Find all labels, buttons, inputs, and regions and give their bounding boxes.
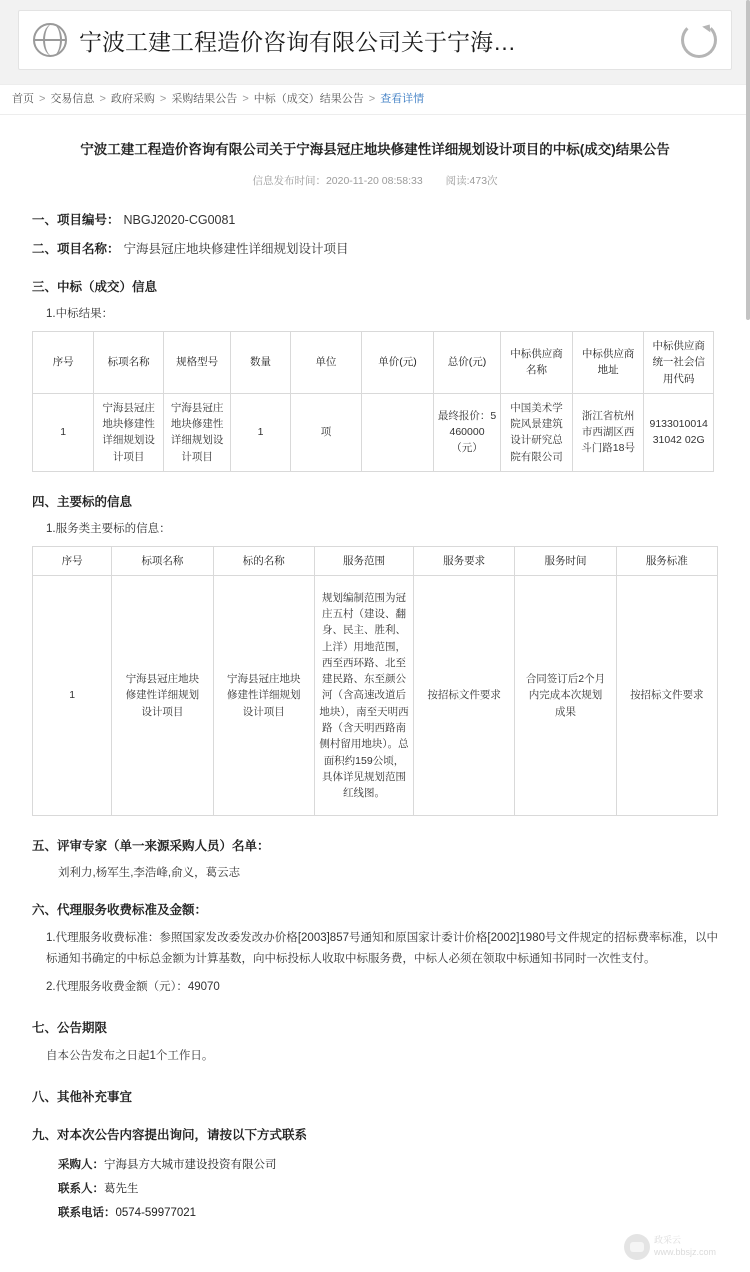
watermark-text bbox=[654, 1235, 716, 1258]
col-index: 序号 bbox=[33, 546, 112, 575]
contact-phone-row bbox=[58, 1201, 718, 1225]
table-row bbox=[33, 393, 714, 471]
document-title: 宁波工建工程造价咨询有限公司关于宁海县冠庄地块修建性详细规划设计项目的中标(成交)结果公告 bbox=[80, 142, 670, 158]
document-meta bbox=[32, 173, 718, 188]
col-unit: 单位 bbox=[290, 331, 362, 393]
col-total-price: 总价(元) bbox=[433, 331, 500, 393]
breadcrumb-item-gov-procurement[interactable]: 政府采购 bbox=[110, 93, 155, 105]
experts-names: 刘利力,杨军生,李浩峰,俞义，葛云志 bbox=[58, 867, 241, 880]
breadcrumb-current-detail[interactable]: 查看详情 bbox=[380, 93, 425, 105]
contact-purchaser-label: 采购人： bbox=[58, 1159, 104, 1172]
contact-phone-label: 联系电话： bbox=[58, 1207, 116, 1220]
table-header-row bbox=[33, 331, 714, 393]
cell-service-time: 合同签订后2个月内完成本次规划成果 bbox=[515, 576, 616, 816]
cell-index: 1 bbox=[33, 576, 112, 816]
breadcrumb-item-home[interactable]: 首页 bbox=[12, 93, 34, 105]
view-count: 阅读:473次 bbox=[445, 174, 498, 187]
cell-index: 1 bbox=[33, 393, 94, 471]
col-item-name: 标项名称 bbox=[94, 331, 164, 393]
project-number-value: NBGJ2020-CG0081 bbox=[123, 212, 236, 227]
breadcrumb bbox=[0, 84, 750, 115]
col-index: 序号 bbox=[33, 331, 94, 393]
section-agency-fee-heading: 六、代理服务收费标准及金额： bbox=[32, 903, 208, 918]
cell-total-price: 最终报价：5460000（元） bbox=[433, 393, 500, 471]
breadcrumb-separator: > bbox=[99, 93, 106, 105]
col-item-name: 标项名称 bbox=[112, 546, 213, 575]
col-service-requirement: 服务要求 bbox=[414, 546, 515, 575]
section-bid-info-heading: 三、中标（成交）信息 bbox=[32, 279, 158, 294]
cell-unit: 项 bbox=[290, 393, 362, 471]
col-subject-name: 标的名称 bbox=[213, 546, 314, 575]
cell-supplier-credit-code: 913301001431042 02G bbox=[644, 393, 714, 471]
globe-icon bbox=[33, 23, 67, 57]
cell-subject-name: 宁海县冠庄地块修建性详细规划设计项目 bbox=[213, 576, 314, 816]
project-name-value: 宁海县冠庄地块修建性详细规划设计项目 bbox=[123, 241, 349, 256]
section-experts-heading: 五、评审专家（单一来源采购人员）名单： bbox=[32, 839, 270, 854]
cell-service-standard: 按招标文件要求 bbox=[616, 576, 717, 816]
table-row bbox=[33, 576, 718, 816]
contact-purchaser-row bbox=[58, 1153, 718, 1177]
breadcrumb-separator: > bbox=[39, 93, 46, 105]
col-service-standard: 服务标准 bbox=[616, 546, 717, 575]
col-service-scope: 服务范围 bbox=[314, 546, 413, 575]
agency-fee-standard: 1.代理服务收费标准：参照国家发改委发改办价格[2003]857号通知和原国家计委计价格[2002]1980号文件规定的招标费率标准，以中标通知书确定的中标总金额为计算基数，向中标投标人收取中标服务费，中标人必须在领取中标通知书同时一次性支付。 bbox=[46, 932, 718, 966]
section-other-matters-heading: 八、其他补充事宜 bbox=[32, 1090, 133, 1105]
contact-person-value: 葛先生 bbox=[104, 1183, 139, 1196]
col-supplier-credit-code: 中标供应商统一社会信用代码 bbox=[644, 331, 714, 393]
vertical-scrollbar[interactable] bbox=[746, 0, 750, 320]
cell-item-name: 宁海县冠庄地块修建性详细规划设计项目 bbox=[94, 393, 164, 471]
col-supplier-address: 中标供应商地址 bbox=[572, 331, 644, 393]
project-number-row bbox=[32, 210, 718, 228]
cell-service-requirement: 按招标文件要求 bbox=[414, 576, 515, 816]
contact-phone-value: 0574-59977021 bbox=[115, 1207, 197, 1220]
subject-info-table bbox=[32, 546, 718, 816]
table-header-row bbox=[33, 546, 718, 575]
col-unit-price: 单价(元) bbox=[362, 331, 434, 393]
browser-toolbar bbox=[0, 0, 750, 84]
contact-block bbox=[58, 1153, 718, 1225]
watermark-line1: 政采云 bbox=[654, 1235, 682, 1246]
section-notice-period-heading: 七、公告期限 bbox=[32, 1020, 108, 1035]
project-number-label: 一、项目编号： bbox=[32, 212, 120, 227]
bid-result-table bbox=[32, 331, 714, 472]
site-watermark bbox=[624, 1232, 728, 1262]
breadcrumb-separator: > bbox=[159, 93, 167, 105]
agency-fee-amount: 2.代理服务收费金额（元）：49070 bbox=[46, 980, 220, 993]
project-name-row bbox=[32, 239, 718, 257]
cell-unit-price bbox=[362, 393, 434, 471]
section-subject-subheading: 1.服务类主要标的信息： bbox=[46, 522, 171, 535]
notice-period-text: 自本公告发布之日起1个工作日。 bbox=[46, 1049, 214, 1062]
cell-quantity: 1 bbox=[231, 393, 290, 471]
contact-person-row bbox=[58, 1177, 718, 1201]
col-service-time: 服务时间 bbox=[515, 546, 616, 575]
cell-supplier-name: 中国美术学院风景建筑设计研究总院有限公司 bbox=[501, 393, 573, 471]
breadcrumb-separator: > bbox=[368, 93, 376, 105]
watermark-line2: www.bbsjz.com bbox=[654, 1246, 717, 1257]
col-spec: 规格型号 bbox=[163, 331, 230, 393]
reload-icon[interactable] bbox=[681, 22, 717, 58]
section-contact-heading: 九、对本次公告内容提出询问，请按以下方式联系 bbox=[32, 1128, 308, 1143]
watermark-logo-icon bbox=[624, 1234, 650, 1260]
address-bar[interactable] bbox=[18, 10, 732, 70]
breadcrumb-item-trade-info[interactable]: 交易信息 bbox=[50, 93, 95, 105]
cell-spec: 宁海县冠庄地块修建性详细规划设计项目 bbox=[163, 393, 230, 471]
project-name-label: 二、项目名称： bbox=[32, 241, 120, 256]
breadcrumb-item-bid-result[interactable]: 中标（成交）结果公告 bbox=[253, 93, 364, 105]
breadcrumb-item-result-notice[interactable]: 采购结果公告 bbox=[171, 93, 238, 105]
breadcrumb-separator: > bbox=[242, 93, 249, 105]
cell-item-name: 宁海县冠庄地块修建性详细规划设计项目 bbox=[112, 576, 213, 816]
section-bid-result-subheading: 1.中标结果： bbox=[46, 307, 114, 320]
cell-supplier-address: 浙江省杭州市西湖区西斗门路18号 bbox=[572, 393, 644, 471]
publish-time: 信息发布时间：2020-11-20 08:58:33 bbox=[252, 174, 423, 187]
cell-service-scope: 规划编制范围为冠庄五村（建设、翻身、民主、胜利、上洋）用地范围，西至西环路、北至建民路、东至颜公河（含高速改道后地块），南至天明西路（含天明西路南侧村留用地块）。总面积约159公顷，具体详见规划范围红线图。 bbox=[314, 576, 413, 816]
document-body bbox=[0, 115, 750, 1271]
section-subject-info-heading: 四、主要标的信息 bbox=[32, 494, 133, 509]
contact-purchaser-value: 宁海县方大城市建设投资有限公司 bbox=[104, 1159, 277, 1172]
col-quantity: 数量 bbox=[231, 331, 290, 393]
col-supplier-name: 中标供应商名称 bbox=[501, 331, 573, 393]
contact-person-label: 联系人： bbox=[58, 1183, 104, 1196]
page-title: 宁波工建工程造价咨询有限公司关于宁海… bbox=[79, 28, 516, 55]
